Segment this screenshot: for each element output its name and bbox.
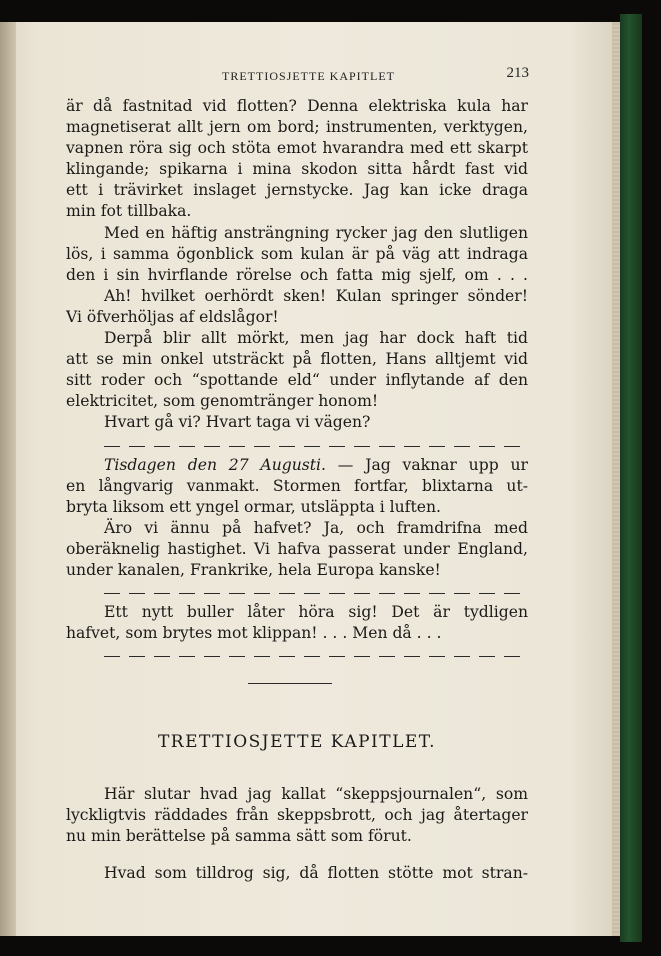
text-line: Derpå blir allt mörkt, men jag har dock haft tid <box>104 329 528 348</box>
text-line: ett i trävirket inslaget jernstycke. Jag kan icke draga <box>66 181 528 200</box>
text-line: en långvarig vanmakt. Stormen fortfar, blixtarna ut- <box>66 476 528 495</box>
text-line: magnetiserat allt jern om bord; instrumenten, verktygen, <box>66 118 528 137</box>
entry-first-line <box>66 455 528 476</box>
paragraph <box>66 784 528 848</box>
paragraph <box>66 328 528 412</box>
page-edges <box>612 22 620 936</box>
running-head <box>222 67 529 85</box>
text-line: lyckligtvis räddades från skeppsbrott, och jag återtager <box>66 806 528 824</box>
text-line: oberäknelig hastighet. Vi hafva passerat under England, <box>66 539 528 558</box>
text-line: lös, i samma ögonblick som kulan är på väg att indraga <box>66 244 528 263</box>
page-gutter <box>0 22 16 936</box>
text-line: Här slutar hvad jag kallat “skeppsjournalen“, som <box>104 784 528 803</box>
text-line: hafvet, som brytes mot klippan! . . . Men då . . . <box>66 624 442 643</box>
text-line: Hvad som tilldrog sig, då flotten stötte mot stran- <box>104 864 528 883</box>
body-text <box>66 96 528 665</box>
book-cover-edge <box>620 14 642 942</box>
text-line: Ah! hvilket oerhördt sken! Kulan springer sönder! <box>104 286 528 305</box>
text-line: klingande; spikarna i mina skodon sitta hårdt fast vid <box>66 160 528 179</box>
journal-entry <box>66 455 528 518</box>
paragraph <box>66 286 528 328</box>
paragraph <box>66 518 528 581</box>
text-line: min fot tillbaka. <box>66 202 192 221</box>
text-line: under kanalen, Frankrike, hela Europa kanske! <box>66 560 441 579</box>
section-dash-divider <box>66 581 528 602</box>
text-line: att se min onkel utsträckt på flotten, Hans alltjemt vid <box>66 350 528 369</box>
paragraph <box>66 602 528 644</box>
text-line: sitt roder och “spottande eld“ under inflytande af den <box>66 371 528 390</box>
chapter-body <box>66 768 528 900</box>
chapter-separator-rule <box>248 683 332 684</box>
text-line: Med en häftig ansträngning rycker jag den slutligen <box>104 223 528 242</box>
text-line: är då fastnitad vid flotten? Denna elektriska kula har <box>66 97 528 115</box>
running-head-title: TRETTIOSJETTE KAPITLET <box>222 69 395 83</box>
paragraph <box>66 223 528 286</box>
text-line: den i sin hvirflande rörelse och fatta mig sjelf, om . . . <box>66 265 528 284</box>
text-line: bryta liksom ett yngel ormar, utsläppta i luften. <box>66 497 441 516</box>
text-line: elektricitet, som genomtränger honom! <box>66 392 379 411</box>
section-dash-divider <box>66 644 528 665</box>
paragraph <box>66 863 528 884</box>
text-line: Äro vi ännu på hafvet? Ja, och framdrifna med <box>104 518 528 537</box>
chapter-heading: TRETTIOSJETTE KAPITLET. <box>157 732 437 752</box>
text-line: nu min berättelse på samma sätt som förut. <box>66 827 412 846</box>
text-line: — Jag vaknar upp ur <box>337 455 528 474</box>
paragraph <box>66 412 528 433</box>
text-line: Ett nytt buller låter höra sig! Det är tydligen <box>104 603 528 622</box>
paragraph <box>66 96 528 223</box>
text-line: Vi öfverhöljas af eldslågor! <box>66 307 279 326</box>
section-dash-divider <box>66 434 528 455</box>
page-number: 213 <box>506 65 529 81</box>
text-line: Hvart gå vi? Hvart taga vi vägen? <box>104 413 371 432</box>
text-line: vapnen röra sig och stöta emot hvarandra med ett skarpt <box>66 139 528 158</box>
entry-date: Tisdagen den 27 Augusti. <box>104 455 326 474</box>
